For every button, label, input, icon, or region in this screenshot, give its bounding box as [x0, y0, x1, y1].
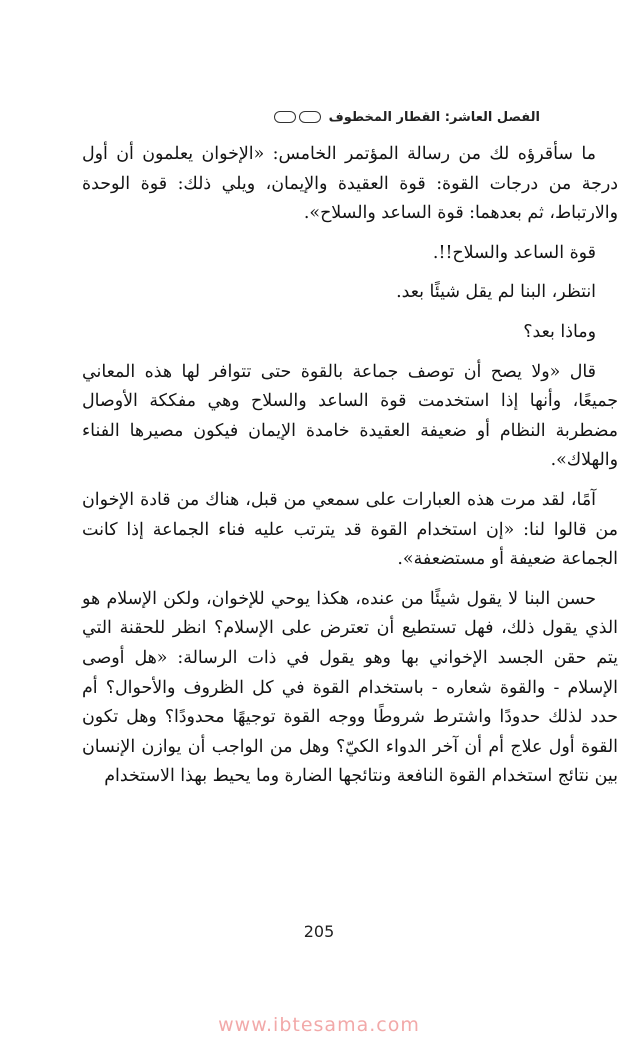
paragraph: آمًا، لقد مرت هذه العبارات على سمعي من قبل، هناك من قادة الإخوان من قالوا لنا: «إن استخدام القوة قد يترتب عليه فناء الجماعة إذا كانت الجماعة ضعيفة أو مستضعفة».	[82, 489, 618, 570]
paragraph: انتظر، البنا لم يقل شيئًا بعد.	[396, 282, 596, 303]
header-ornament-icon	[274, 111, 321, 123]
running-header	[100, 106, 540, 128]
page-number: 205	[303, 922, 335, 941]
paragraph: وماذا بعد؟	[523, 321, 596, 342]
body-text	[82, 140, 618, 792]
ornament-pill-icon	[274, 111, 296, 123]
paragraph: حسن البنا لا يقول شيئًا من عنده، هكذا يوحي للإخوان، ولكن الإسلام هو الذي يقول ذلك، فهل تستطيع أن تعترض على الإسلام؟ انظر للحقنة التي يتم حقن الجسد الإخواني بها وهو يقول في ذات الرسالة: «هل أوصى الإسلام - والقوة شعاره - باستخدام القوة في كل الظروف والأحوال؟ أم حدد لذلك حدودًا واشترط شروطًا ووجه القوة توجيهًا محدودًا؟ وهل تكون القوة أول علاج أم أن آخر الدواء الكيّ؟ وهل من الواجب أن يوازن الإنسان بين نتائج استخدام القوة النافعة ونتائجها الضارة وما يحيط بهذا الاستخدام	[82, 588, 618, 787]
paragraph: ما سأقرؤه لك من رسالة المؤتمر الخامس: «الإخوان يعلمون أن أول درجة من درجات القوة: قوة العقيدة والإيمان، ويلي ذلك: قوة الوحدة والارتباط، ثم بعدهما: قوة الساعد والسلاح».	[82, 144, 618, 224]
paragraph: قال «ولا يصح أن توصف جماعة بالقوة حتى تتوافر لها هذه المعاني جميعًا، وأنها إذا استخدمت قوة الساعد والسلاح وهي مفككة الأوصال مضطربة النظام أو ضعيفة العقيدة خامدة الإيمان فيكون مصيرها الفناء والهلاك».	[82, 361, 618, 471]
watermark-url: www.ibtesama.com	[218, 1014, 420, 1036]
ornament-pill-icon	[299, 111, 321, 123]
paragraph: قوة الساعد والسلاح!!.	[432, 242, 596, 263]
chapter-title: الفصل العاشر: القطار المخطوف	[328, 109, 540, 125]
